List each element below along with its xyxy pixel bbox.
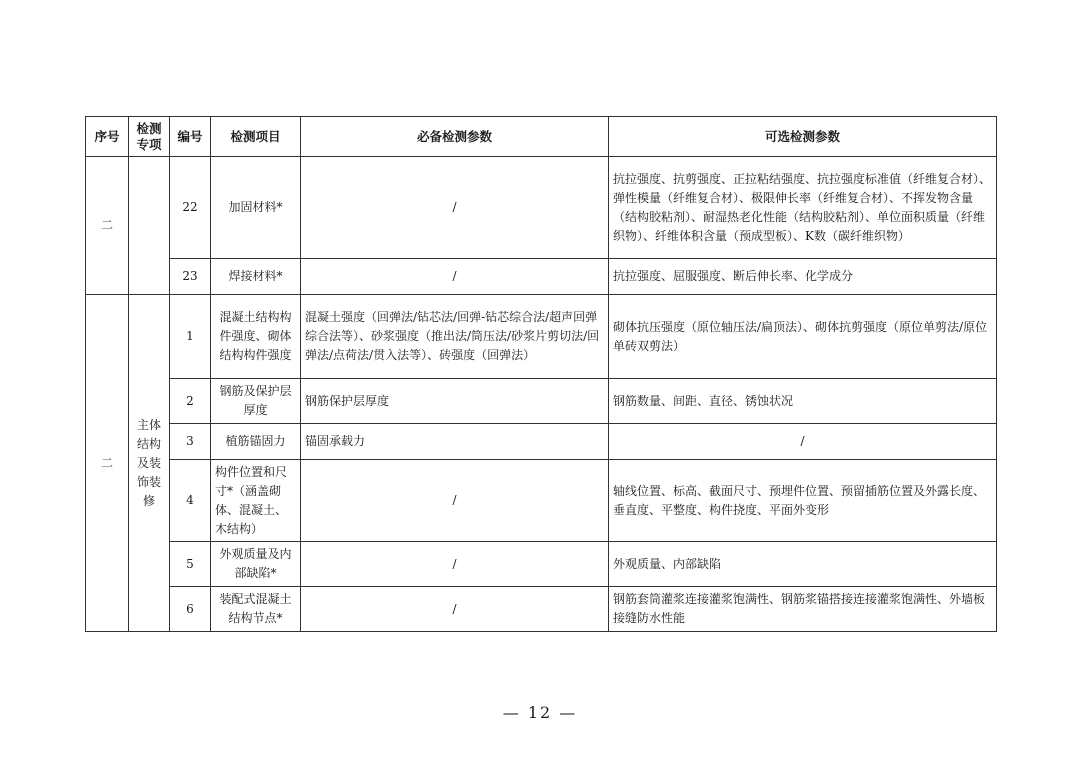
cell-item: 加固材料*: [211, 157, 301, 259]
cell-required: /: [301, 587, 609, 632]
cell-num: 1: [170, 295, 211, 379]
cell-num: 3: [170, 424, 211, 460]
table-row: [86, 295, 997, 379]
cell-num: 2: [170, 379, 211, 424]
header-optional: 可选检测参数: [609, 117, 997, 157]
cell-num: 22: [170, 157, 211, 259]
cell-optional: /: [609, 424, 997, 460]
cell-required: /: [301, 542, 609, 587]
cell-required: 锚固承载力: [301, 424, 609, 460]
cell-seq-prev: [86, 157, 129, 295]
table-row: [86, 460, 997, 542]
header-item: 检测项目: [211, 117, 301, 157]
cell-required: /: [301, 460, 609, 542]
cell-required: 混凝土强度（回弹法/钻芯法/回弹-钻芯综合法/超声回弹综合法等）、砂浆强度（推出法/筒压法/砂浆片剪切法/回弹法/点荷法/贯入法等）、砖强度（回弹法）: [301, 295, 609, 379]
cell-item: 钢筋及保护层厚度: [211, 379, 301, 424]
cell-num: 23: [170, 259, 211, 295]
cell-optional: 砌体抗压强度（原位轴压法/扁顶法）、砌体抗剪强度（原位单剪法/原位单砖双剪法）: [609, 295, 997, 379]
cell-optional: 外观质量、内部缺陷: [609, 542, 997, 587]
cell-special-main: 主体结构及装饰装修: [129, 295, 170, 632]
cell-optional: 钢筋数量、间距、直径、锈蚀状况: [609, 379, 997, 424]
header-required: 必备检测参数: [301, 117, 609, 157]
cell-item: 外观质量及内部缺陷*: [211, 542, 301, 587]
header-seq: 序号: [86, 117, 129, 157]
cell-item: 焊接材料*: [211, 259, 301, 295]
cell-optional: 轴线位置、标高、截面尺寸、预埋件位置、预留插筋位置及外露长度、垂直度、平整度、构件挠度、平面外变形: [609, 460, 997, 542]
cell-num: 6: [170, 587, 211, 632]
header-special: 检测专项: [129, 117, 170, 157]
cell-item: 植筋锚固力: [211, 424, 301, 460]
table-row: [86, 157, 997, 259]
header-num: 编号: [170, 117, 211, 157]
cell-num: 5: [170, 542, 211, 587]
cell-seq-main: 二: [86, 295, 129, 632]
cell-optional: 抗拉强度、屈服强度、断后伸长率、化学成分: [609, 259, 997, 295]
table-row: [86, 424, 997, 460]
cell-item: 混凝土结构构件强度、砌体结构构件强度: [211, 295, 301, 379]
cell-item: 装配式混凝土结构节点*: [211, 587, 301, 632]
seq-prev: 二: [100, 218, 113, 232]
table-header-row: [86, 117, 997, 157]
cell-special-prev: [129, 157, 170, 295]
cell-optional: 钢筋套筒灌浆连接灌浆饱满性、钢筋浆锚搭接连接灌浆饱满性、外墙板接缝防水性能: [609, 587, 997, 632]
table-row: [86, 379, 997, 424]
page-number: — 12 —: [502, 703, 578, 722]
table-row: [86, 259, 997, 295]
cell-optional: 抗拉强度、抗剪强度、正拉粘结强度、抗拉强度标准值（纤维复合材）、弹性模量（纤维复合材）、极限伸长率（纤维复合材）、不挥发物含量（结构胶粘剂）、耐湿热老化性能（结构胶粘剂）、单位面积质量（纤维织物）、纤维体积含量（预成型板）、K数（碳纤维织物）: [609, 157, 997, 259]
cell-required: /: [301, 157, 609, 259]
cell-item: 构件位置和尺寸*（涵盖砌体、混凝土、木结构）: [211, 460, 301, 542]
cell-required: 钢筋保护层厚度: [301, 379, 609, 424]
table-row: [86, 587, 997, 632]
table-row: [86, 542, 997, 587]
cell-required: /: [301, 259, 609, 295]
detection-parameters-table: [85, 116, 997, 632]
cell-num: 4: [170, 460, 211, 542]
